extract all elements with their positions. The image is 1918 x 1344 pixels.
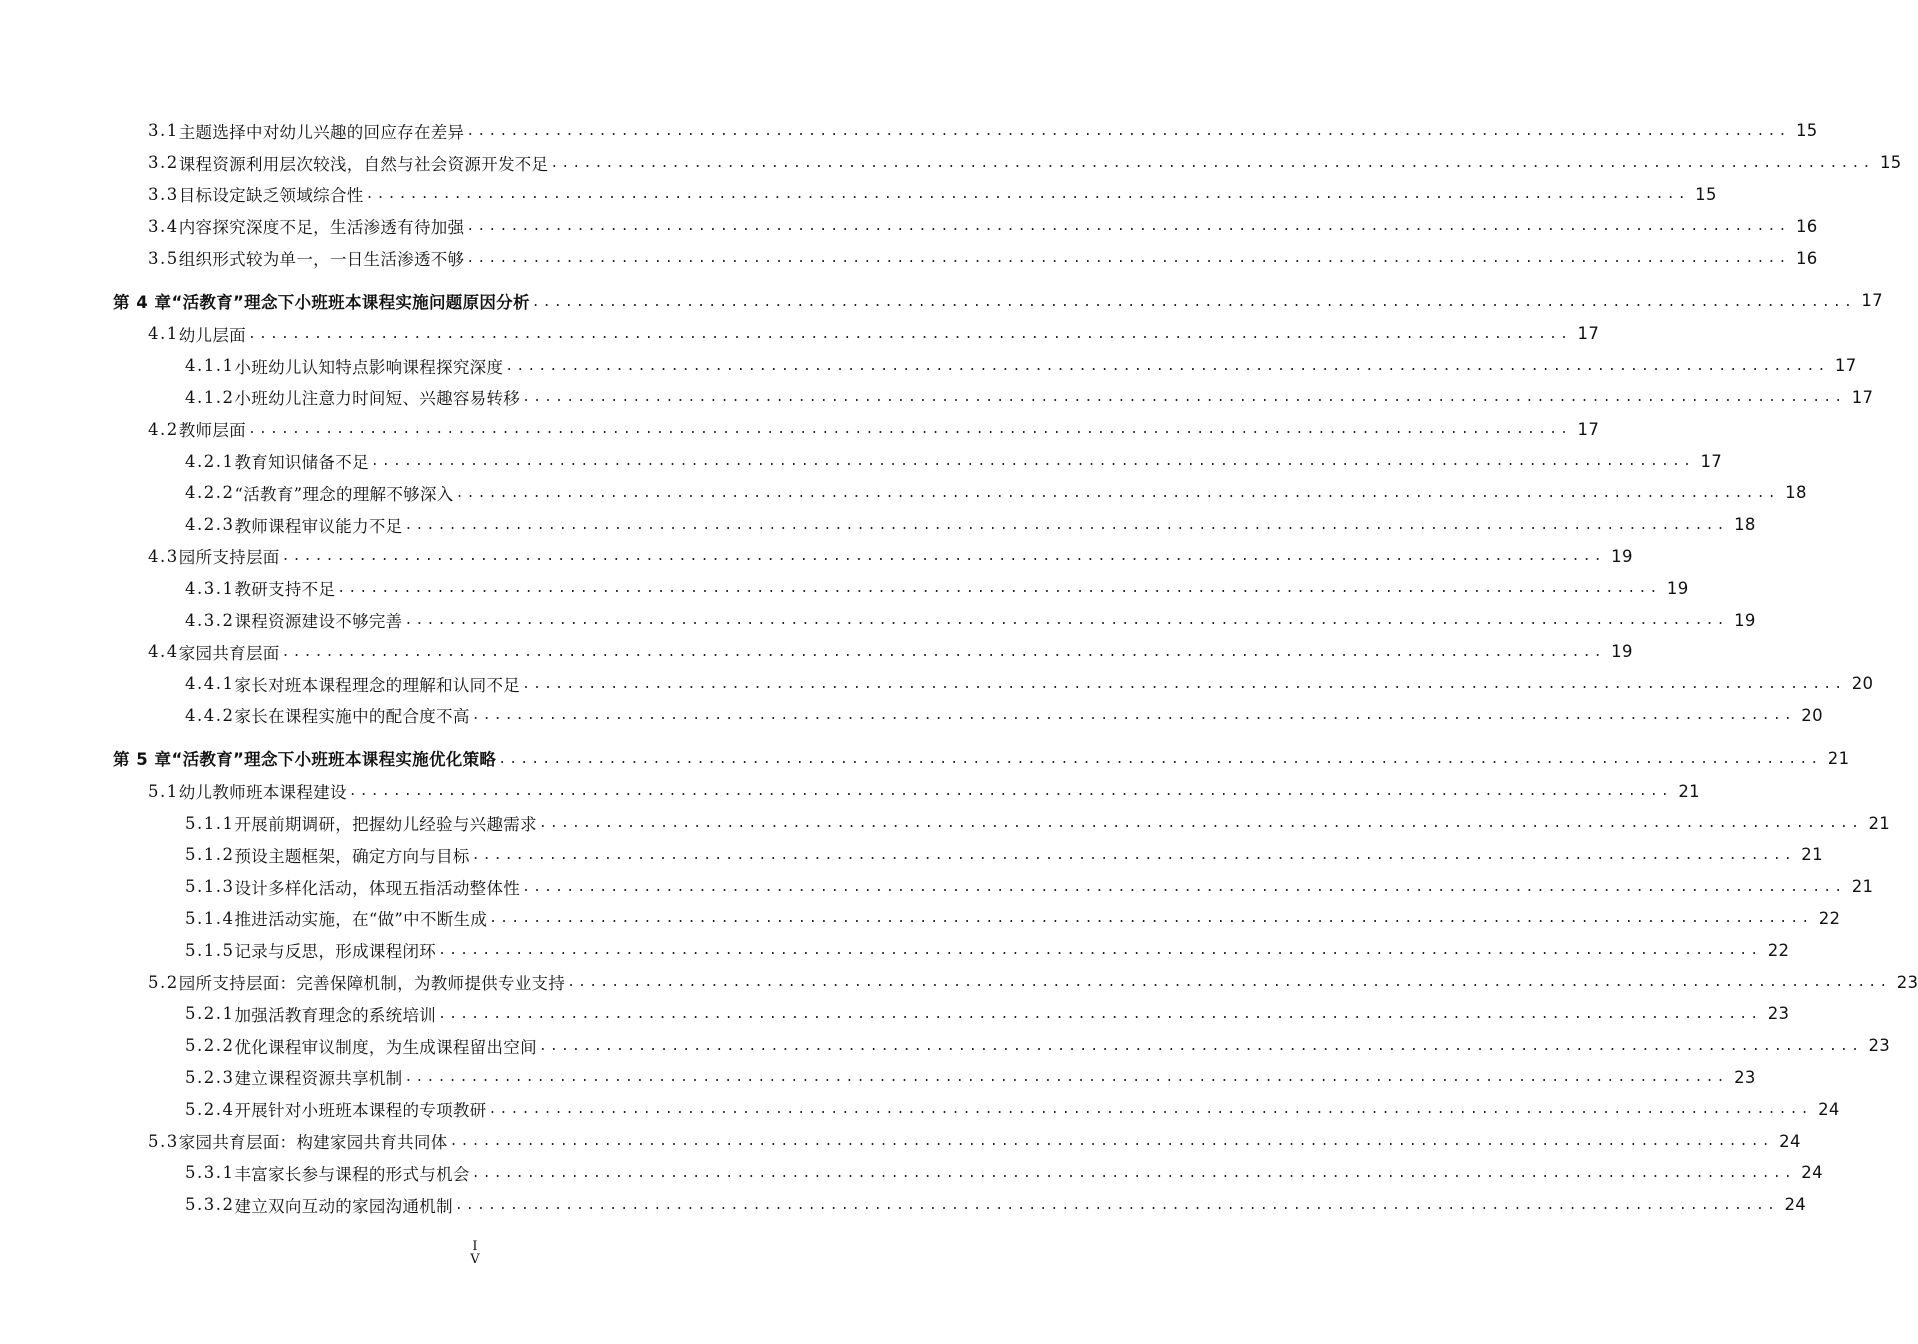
dot-leader: ........................................................................................................................ — [438, 1006, 1762, 1022]
toc-entry-title: 园所支持层面 — [178, 548, 280, 568]
toc-entry-page-number: 15 — [1795, 121, 1818, 141]
toc-entry-page-number: 16 — [1795, 248, 1818, 268]
toc-entry-number: 3.2 — [148, 153, 179, 173]
dot-leader: ........................................................................................................................ — [505, 358, 1829, 374]
dot-leader: ........................................................................................................................ — [522, 676, 1846, 692]
dot-leader: ........................................................................................................................ — [538, 1038, 1863, 1054]
toc-entry[interactable] — [0, 445, 1723, 477]
dot-leader: ........................................................................................................................ — [489, 911, 1813, 927]
toc-entry-title: “活教育”理念下小班班本课程实施优化策略 — [171, 750, 497, 770]
dot-leader: ........................................................................................................................ — [438, 943, 1762, 959]
toc-entry-page-number: 22 — [1767, 940, 1790, 960]
dot-leader: ........................................................................................................................ — [247, 422, 1572, 438]
toc-entry-title: 优化课程审议制度，为生成课程留出空间 — [234, 1037, 537, 1057]
toc-entry-page-number: 19 — [1611, 546, 1633, 566]
toc-entry-page-number: 17 — [1851, 387, 1874, 407]
page-number-roman-bottom: V — [470, 1252, 480, 1267]
toc-entry-title: 建立双向互动的家园沟通机制 — [234, 1196, 453, 1216]
dot-leader: ........................................................................................................................ — [449, 1133, 1773, 1149]
toc-entry-title: 小班幼儿认知特点影响课程探究深度 — [234, 357, 504, 377]
toc-entry-number: 4.3.1 — [185, 578, 235, 598]
toc-entry-number: 4.3 — [148, 546, 179, 566]
toc-entry[interactable] — [0, 382, 1874, 414]
dot-leader: ........................................................................................................................ — [531, 294, 1855, 310]
toc-entry-page-number: 23 — [1868, 1036, 1891, 1056]
toc-entry-title: 家园共育层面：构建家园共育共同体 — [178, 1133, 448, 1152]
toc-entry-title: 课程资源建设不够完善 — [234, 612, 403, 632]
toc-entry-page-number: 18 — [1785, 483, 1807, 503]
dot-leader: ........................................................................................................................ — [348, 784, 1672, 800]
toc-entry-page-number: 20 — [1851, 674, 1874, 694]
toc-entry-number: 4.2 — [148, 419, 179, 439]
toc-entry[interactable] — [0, 998, 1790, 1030]
toc-entry[interactable] — [0, 934, 1790, 966]
dot-leader: ........................................................................................................................ — [454, 1197, 1779, 1213]
toc-entry-number: 5.2 — [148, 972, 179, 992]
toc-entry-number: 4.4.1 — [185, 674, 235, 694]
toc-entry-page-number: 17 — [1577, 419, 1600, 439]
toc-entry-title: 小班幼儿注意力时间短、兴趣容易转移 — [234, 389, 521, 409]
toc-chapter-entry[interactable] — [0, 741, 1850, 775]
toc-entry[interactable] — [0, 1030, 1891, 1062]
toc-chapter-entry[interactable] — [0, 284, 1883, 318]
toc-entry[interactable] — [0, 242, 1818, 274]
toc-entry-page-number: 21 — [1678, 781, 1700, 801]
toc-entry-page-number: 17 — [1861, 291, 1883, 311]
toc-entry[interactable] — [0, 775, 1700, 807]
toc-entry-page-number: 24 — [1784, 1195, 1807, 1215]
toc-entry-title: 设计多样化活动，体现五指活动整体性 — [234, 878, 521, 898]
toc-entry[interactable] — [0, 966, 1918, 998]
dot-leader: ........................................................................................................................ — [567, 974, 1891, 990]
dot-leader: ........................................................................................................................ — [281, 644, 1605, 660]
toc-entry-number: 5.3.2 — [185, 1195, 235, 1215]
toc-entry-title: 目标设定缺乏领域综合性 — [178, 186, 364, 206]
toc-entry-page-number: 21 — [1827, 748, 1850, 768]
page-number-roman-top: I — [472, 1239, 478, 1254]
toc-entry-page-number: 17 — [1834, 356, 1857, 376]
toc-entry-page-number: 23 — [1896, 972, 1918, 992]
toc-entry-number: 5.2.3 — [185, 1067, 235, 1087]
toc-entry-number: 5.1.1 — [185, 813, 235, 833]
table-of-contents — [0, 115, 1918, 1221]
toc-entry-number: 5.1.5 — [185, 940, 235, 960]
dot-leader: ........................................................................................................................ — [455, 485, 1779, 501]
toc-entry-page-number: 21 — [1868, 813, 1891, 833]
toc-entry-title: 推进活动实施，在“做”中不断生成 — [234, 910, 488, 930]
toc-entry-page-number: 21 — [1851, 877, 1874, 897]
toc-entry-number: 4.4 — [148, 642, 179, 662]
toc-entry-page-number: 19 — [1666, 578, 1689, 598]
toc-entry-title: 园所支持层面：完善保障机制，为教师提供专业支持 — [178, 974, 566, 994]
toc-entry-number: 5.2.2 — [185, 1036, 235, 1056]
dot-leader: ........................................................................................................................ — [466, 219, 1790, 235]
toc-entry-page-number: 16 — [1795, 216, 1818, 236]
dot-leader: ........................................................................................................................ — [466, 250, 1790, 266]
toc-entry[interactable] — [0, 350, 1857, 382]
toc-entry-page-number: 15 — [1695, 184, 1717, 204]
toc-entry-page-number: 21 — [1801, 845, 1823, 865]
toc-entry-page-number: 24 — [1779, 1131, 1801, 1151]
toc-entry-title: 开展前期调研，把握幼儿经验与兴趣需求 — [234, 815, 537, 835]
toc-entry-title: “活教育”理念下小班班本课程实施问题原因分析 — [171, 292, 530, 312]
dot-leader: ........................................................................................................................ — [498, 752, 1822, 768]
toc-entry[interactable] — [0, 1062, 1756, 1094]
toc-entry-title: 加强活教育理念的系统培训 — [234, 1005, 437, 1025]
toc-entry-page-number: 24 — [1818, 1099, 1840, 1119]
toc-entry-title: 课程资源利用层次较浅，自然与社会资源开发不足 — [178, 154, 549, 174]
toc-entry[interactable] — [0, 147, 1902, 179]
toc-entry-number: 4.2.2 — [185, 483, 235, 503]
toc-entry-number: 第 4 章 — [113, 292, 172, 312]
toc-entry-number: 3.3 — [148, 184, 179, 204]
dot-leader: ........................................................................................................................ — [370, 453, 1695, 469]
toc-entry[interactable] — [0, 807, 1891, 839]
toc-entry-number: 5.1.3 — [185, 877, 235, 897]
dot-leader: ........................................................................................................................ — [538, 815, 1863, 831]
toc-entry-number: 3.5 — [148, 248, 179, 268]
toc-entry[interactable] — [0, 115, 1818, 147]
toc-entry-title: 内容探究深度不足，生活渗透有待加强 — [178, 218, 465, 238]
dot-leader: ........................................................................................................................ — [247, 326, 1572, 342]
toc-entry-title: 组织形式较为单一，一日生活渗透不够 — [178, 250, 465, 270]
toc-entry-page-number: 20 — [1801, 705, 1823, 725]
toc-entry[interactable] — [0, 871, 1874, 903]
toc-entry-title: 丰富家长参与课程的形式与机会 — [234, 1164, 470, 1184]
toc-entry-number: 3.4 — [148, 216, 179, 236]
toc-entry-title: 开展针对小班班本课程的专项教研 — [234, 1101, 487, 1121]
toc-entry[interactable] — [0, 636, 1633, 668]
toc-entry[interactable] — [0, 210, 1818, 242]
toc-entry[interactable] — [0, 413, 1600, 445]
page-footer — [0, 1240, 950, 1266]
dot-leader: ........................................................................................................................ — [404, 1070, 1728, 1086]
toc-entry-page-number: 23 — [1734, 1067, 1756, 1087]
toc-entry-number: 5.3.1 — [185, 1163, 235, 1183]
toc-entry[interactable] — [0, 477, 1807, 509]
dot-leader: ........................................................................................................................ — [488, 1102, 1812, 1118]
toc-entry[interactable] — [0, 541, 1633, 573]
toc-entry-page-number: 19 — [1611, 642, 1633, 662]
toc-entry-page-number: 19 — [1734, 610, 1756, 630]
toc-entry-page-number: 17 — [1700, 451, 1723, 471]
toc-entry-number: 4.1.1 — [185, 356, 235, 376]
toc-entry-number: 4.3.2 — [185, 610, 235, 630]
toc-entry[interactable] — [0, 509, 1756, 541]
toc-entry[interactable] — [0, 179, 1717, 211]
dot-leader: ........................................................................................................................ — [404, 517, 1728, 533]
toc-entry[interactable] — [0, 604, 1756, 636]
dot-leader: ........................................................................................................................ — [471, 708, 1795, 724]
toc-entry-number: 4.4.2 — [185, 705, 235, 725]
toc-entry-title: 幼儿层面 — [178, 325, 246, 345]
toc-entry-number: 5.1 — [148, 781, 179, 801]
toc-entry-number: 4.2.3 — [185, 515, 235, 535]
toc-entry[interactable] — [0, 839, 1823, 871]
toc-entry-page-number: 15 — [1879, 153, 1902, 173]
toc-entry[interactable] — [0, 668, 1874, 700]
toc-entry-title: 教师层面 — [178, 421, 246, 441]
toc-entry[interactable] — [0, 700, 1823, 732]
dot-leader: ........................................................................................................................ — [522, 390, 1846, 406]
dot-leader: ........................................................................................................................ — [550, 155, 1874, 171]
toc-entry[interactable] — [0, 572, 1689, 604]
toc-entry[interactable] — [0, 1125, 1801, 1157]
toc-entry-title: 教研支持不足 — [234, 580, 336, 600]
toc-entry[interactable] — [0, 1189, 1807, 1221]
dot-leader: ........................................................................................................................ — [471, 847, 1795, 863]
toc-entry[interactable] — [0, 1157, 1823, 1189]
dot-leader: ........................................................................................................................ — [404, 612, 1728, 628]
toc-entry-number: 第 5 章 — [113, 750, 172, 770]
toc-entry-page-number: 24 — [1801, 1163, 1823, 1183]
dot-leader: ........................................................................................................................ — [365, 187, 1689, 203]
toc-entry-number: 4.1 — [148, 324, 179, 344]
toc-entry-page-number: 22 — [1818, 908, 1841, 928]
toc-entry[interactable] — [0, 318, 1600, 350]
toc-entry-title: 建立课程资源共享机制 — [234, 1069, 403, 1089]
toc-entry-title: 教育知识储备不足 — [234, 453, 369, 473]
toc-entry[interactable] — [0, 903, 1841, 935]
toc-entry-number: 4.2.1 — [185, 451, 235, 471]
dot-leader: ........................................................................................................................ — [522, 879, 1846, 895]
toc-entry-number: 5.1.2 — [185, 845, 235, 865]
toc-entry-title: 预设主题框架，确定方向与目标 — [234, 846, 470, 866]
toc-entry-number: 4.1.2 — [185, 387, 235, 407]
dot-leader: ........................................................................................................................ — [466, 123, 1790, 139]
toc-entry-number: 5.3 — [148, 1131, 179, 1151]
toc-entry-number: 5.1.4 — [185, 908, 235, 928]
dot-leader: ........................................................................................................................ — [471, 1165, 1795, 1181]
toc-entry-title: 记录与反思，形成课程闭环 — [234, 942, 437, 962]
toc-entry-title: 家园共育层面 — [178, 643, 280, 663]
toc-entry-title: 家长对班本课程理念的理解和认同不足 — [234, 675, 521, 695]
toc-entry-number: 5.2.1 — [185, 1004, 235, 1024]
toc-entry-title: “活教育”理念的理解不够深入 — [234, 484, 454, 504]
dot-leader: ........................................................................................................................ — [337, 581, 1661, 597]
toc-entry-title: 教师课程审议能力不足 — [234, 516, 403, 536]
toc-entry-title: 幼儿教师班本课程建设 — [178, 783, 347, 803]
toc-entry-number: 3.1 — [148, 121, 179, 141]
toc-entry-page-number: 18 — [1734, 515, 1756, 535]
dot-leader: ........................................................................................................................ — [281, 549, 1605, 565]
toc-entry-title: 家长在课程实施中的配合度不高 — [234, 707, 470, 727]
toc-entry-page-number: 23 — [1767, 1004, 1790, 1024]
toc-entry[interactable] — [0, 1093, 1840, 1125]
toc-entry-page-number: 17 — [1577, 324, 1600, 344]
toc-entry-title: 主题选择中对幼儿兴趣的回应存在差异 — [178, 122, 465, 142]
toc-entry-number: 5.2.4 — [185, 1099, 235, 1119]
